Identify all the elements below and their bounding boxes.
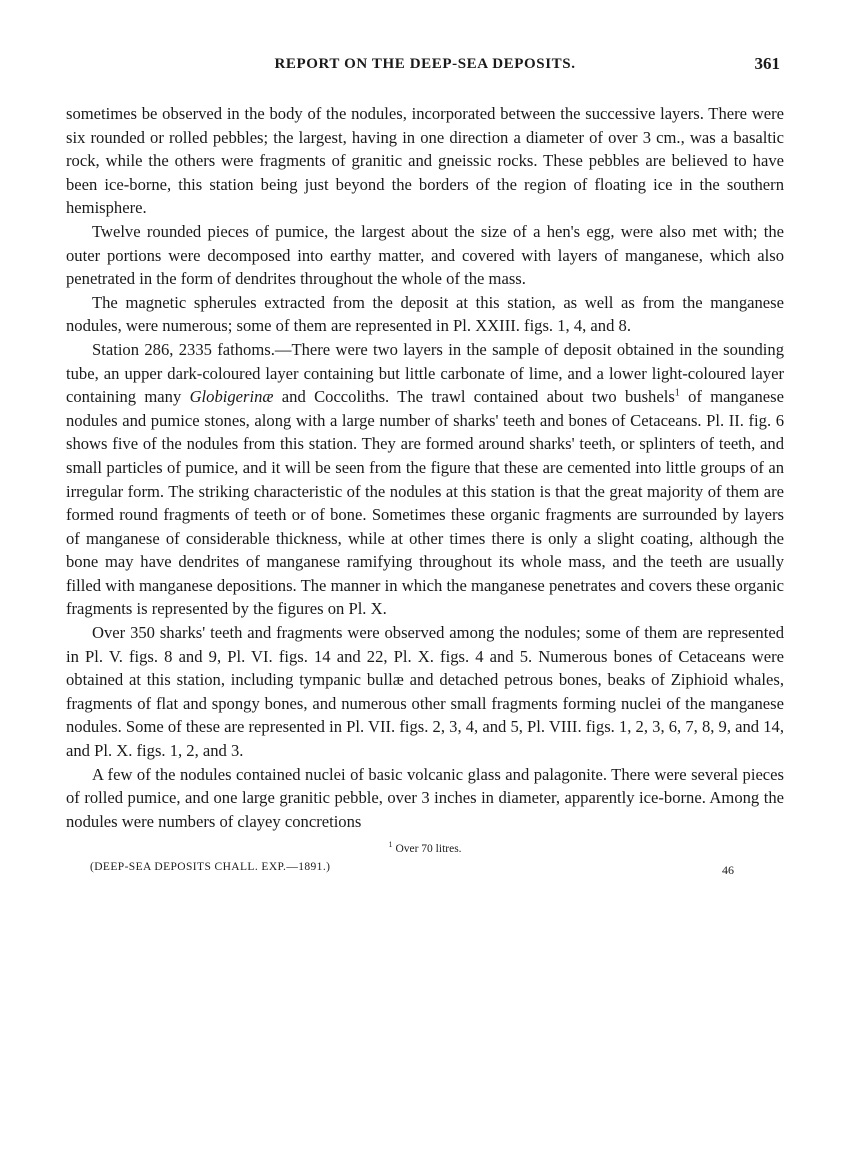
signature-mark: 46 — [722, 863, 734, 878]
running-head — [66, 56, 784, 84]
footnote — [66, 837, 784, 857]
station-286-text-1: Station 286, 2335 fathoms.—There were two layers in the sample of deposit obtained in the sounding tube, an upper dark-coloured layer containing but little carbonate of lime, and a lower light-coloured layer containing many — [66, 339, 784, 407]
paragraph-station-286 — [66, 338, 784, 621]
paragraph-volcanic-glass: A few of the nodules contained nuclei of basic volcanic glass and palagonite. There were several pieces of rolled pumice, and one large granitic pebble, over 3 inches in diameter, apparently ice-borne. Among the nodules were numbers of clayey concretions — [66, 764, 784, 831]
footnote-mark: 1 — [388, 840, 393, 850]
paragraph-continued: sometimes be observed in the body of the nodules, incorporated between the successive layers. There were six rounded or rolled pebbles; the largest, having in one direction a diameter of over 3 cm., was a basaltic rock, while the others were fragments of granitic and gneissic rocks. These pebbles are believed to have been ice-borne, this station being just beyond the borders of the region of floating ice in the southern hemisphere. — [66, 104, 784, 218]
station-286-text-2: and Coccoliths. The trawl contained about two bushels — [273, 387, 675, 407]
imprint-line: (DEEP-SEA DEPOSITS CHALL. EXP.—1891.) — [90, 861, 331, 874]
paragraph-sharks-teeth: Over 350 sharks' teeth and fragments were observed among the nodules; some of them are represented in Pl. V. figs. 8 and 9, Pl. VI. figs. 14 and 22, Pl. X. figs. 4 and 5. Numerous bones of Cetaceans were obtained at this station, including tympanic bullæ and detached petrous bones, beaks of Ziphioid whales, fragments of flat and spongy bones, and numerous other small fragments forming nuclei of the manganese nodules. Some of these are represented in Pl. VII. figs. 2, 3, 4, and 5, Pl. VIII. figs. 1, 2, 3, 6, 7, 8, 9, and 14, and Pl. X. figs. 1, 2, and 3. — [66, 623, 784, 761]
station-286-text-3: of manganese nodules and pumice stones, along with a large number of sharks' teeth and bones of Cetaceans. Pl. II. fig. 6 shows five of the nodules from this station. They are formed around sharks' teeth, or splinters of teeth, and small particles of pumice, and it will be seen from the figure that these are cemented into little groups of an irregular form. The striking characteristic of the nodules at this station is that the great majority of them are formed round fragments of teeth or of bone. Sometimes these organic fragments are surrounded by layers of manganese of considerable thickness, while at other times there is only a slight coating, although the bone may have dendrites of manganese ramifying throughout its whole mass, and the teeth are usually filled with manganese depositions. The manner in which the manganese penetrates and covers these organic fragments is represented by the figures on Pl. X. — [66, 387, 784, 619]
paragraph-pumice: Twelve rounded pieces of pumice, the largest about the size of a hen's egg, were also met with; the outer portions were decomposed into earthy matter, and covered with layers of manganese, which also penetrated in the form of dendrites throughout the whole of the mass. — [66, 221, 784, 289]
page-number: 361 — [754, 54, 780, 73]
book-page — [66, 56, 784, 881]
paragraph-magnetic-spherules: The magnetic spherules extracted from the deposit at this station, as well as from the manganese nodules, were numerous; some of them are represented in Pl. XXIII. figs. 1, 4, and 8. — [66, 292, 784, 336]
body-text — [66, 102, 784, 833]
page-footer — [66, 861, 784, 881]
taxon-name: Globigerinæ — [189, 387, 274, 407]
footnote-reference: 1 — [674, 387, 680, 399]
running-title: REPORT ON THE DEEP-SEA DEPOSITS. — [274, 56, 576, 72]
footnote-text: Over 70 litres. — [395, 843, 462, 856]
